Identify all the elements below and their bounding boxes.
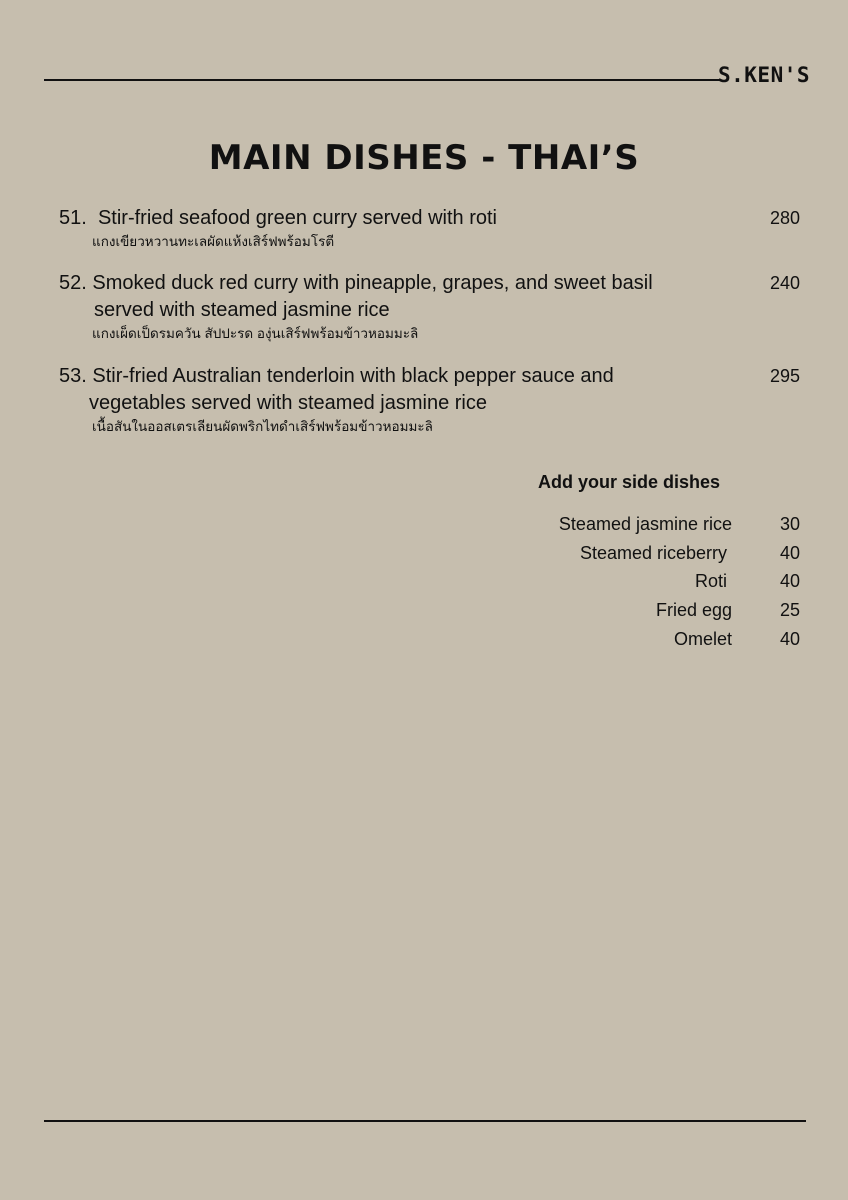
menu-item-53 xyxy=(59,363,819,436)
side-dish-name: Fried egg xyxy=(655,600,732,620)
brand-logo: S.KEN'S xyxy=(718,63,811,87)
dish-name xyxy=(59,205,819,232)
dish-number: 53. xyxy=(59,365,87,387)
side-dish-item xyxy=(480,543,800,569)
menu-item-52 xyxy=(59,270,819,343)
side-dish-price: 25 xyxy=(779,600,800,620)
dish-name-line-1: Smoked duck red curry with pineapple, grapes, and sweet basil xyxy=(92,272,653,294)
dish-price: 280 xyxy=(769,208,800,228)
side-dish-name: Steamed jasmine rice xyxy=(558,514,732,534)
side-dish-price: 40 xyxy=(779,543,800,563)
dish-name-line-1: Stir-fried seafood green curry served with roti xyxy=(97,207,497,229)
page-title: MAIN DISHES - THAI’S xyxy=(208,138,640,178)
dish-name-line-1: Stir-fried Australian tenderloin with black pepper sauce and xyxy=(92,365,614,387)
dish-price: 295 xyxy=(769,366,800,386)
dish-name xyxy=(59,363,819,390)
side-dish-item xyxy=(480,629,800,655)
dish-number: 52. xyxy=(59,272,87,294)
dish-name-line-2: vegetables served with steamed jasmine rice xyxy=(89,392,487,414)
side-dishes-heading: Add your side dishes xyxy=(538,472,721,492)
side-dish-name: Omelet xyxy=(673,629,732,649)
menu-item-51 xyxy=(59,205,819,251)
dish-number: 51. xyxy=(59,207,87,229)
top-divider xyxy=(44,79,720,81)
side-dish-price: 40 xyxy=(779,629,800,649)
side-dish-name: Steamed riceberry xyxy=(579,543,727,563)
side-dish-price: 40 xyxy=(779,571,800,591)
side-dish-item xyxy=(480,600,800,626)
side-dish-price: 30 xyxy=(779,514,800,534)
dish-name-line-2: served with steamed jasmine rice xyxy=(94,299,390,321)
side-dish-name: Roti xyxy=(694,571,727,591)
dish-thai-name: เนื้อสันในออสเตรเลียนผัดพริกไทดำเสิร์ฟพร้อมข้าวหอมมะลิ xyxy=(92,419,433,434)
dish-thai-name: แกงเขียวหวานทะเลผัดแห้งเสิร์ฟพร้อมโรตี xyxy=(92,234,335,249)
dish-thai-name: แกงเผ็ดเป็ดรมควัน สัปปะรด องุ่นเสิร์ฟพร้อมข้าวหอมมะลิ xyxy=(92,326,419,341)
dish-price: 240 xyxy=(769,273,800,293)
dish-name xyxy=(59,270,819,297)
side-dish-item xyxy=(480,514,800,540)
side-dish-item xyxy=(480,571,800,597)
bottom-divider xyxy=(44,1120,806,1122)
